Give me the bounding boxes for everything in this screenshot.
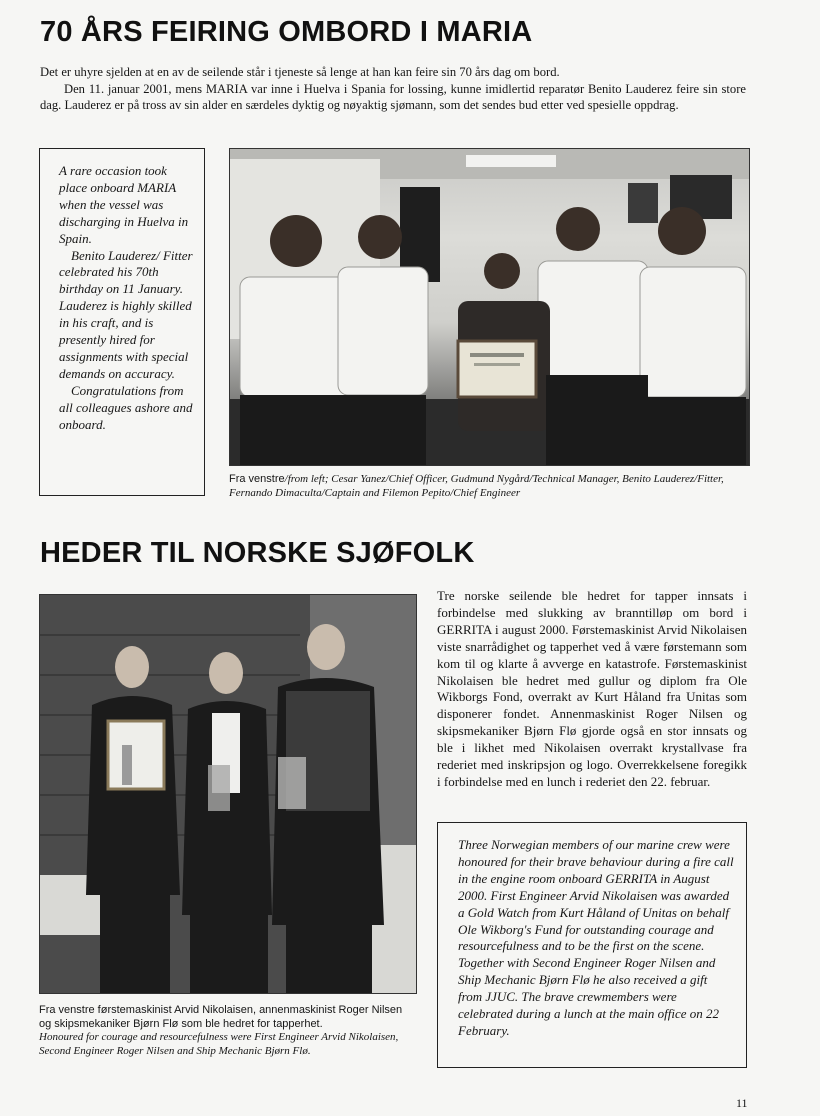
article2-box-paragraph: Three Norwegian members of our marine crew were honoured for their brave behaviour during a fire call in the engine room onboard GERRITA in August 2000. First Engineer Arvid Nikolaisen was awarded a Gold Watch from Kurt Håland of Unitas on behalf Ole Wikborg's Fund for outstanding courage and resourcefulness and to be the first on the scene. Together with Second Engineer Roger Nilsen and Ship Mechanic Bjørn Flø he also received a gift from JJUC. The brave crewmembers were celebrated during a lunch at the main office on 22 February. — [458, 837, 734, 1038]
caption-english: /from left; Cesar Yanez/Chief Officer, Gudmund Nygård/Technical Manager, Benito Lauderez/Fitter, Fernando Dimaculta/Captain and Filemon Pepito/Chief Engineer — [229, 473, 724, 499]
article2-english-box — [437, 822, 747, 1068]
page-number: 11 — [736, 1096, 748, 1110]
article1-box-paragraph: A rare occasion took place onboard MARIA when the vessel was discharging in Huelva in Spain. — [59, 163, 189, 246]
honoured-photo-illustration — [40, 595, 417, 994]
caption-english: Honoured for courage and resourcefulness were First Engineer Arvid Nikolaisen, Second Engineer Roger Nilsen and Ship Mechanic Bjørn Flø. — [39, 1031, 399, 1057]
caption-norwegian: Fra venstre — [229, 473, 285, 485]
article1-photo-caption — [229, 473, 749, 500]
article1-english-box — [39, 148, 205, 496]
article1-intro-paragraph: Det er uhyre sjelden at en av de seilende står i tjeneste så lenge at han kan feire sin 70 års dag om bord. — [40, 65, 560, 79]
honoured-seamen-photo — [39, 594, 417, 994]
article1-intro-paragraph: Den 11. januar 2001, mens MARIA var inne i Huelva i Spania for lossing, kunne imidlertid reparatør Benito Lauderez feire sin store dag. Lauderez er på tross av sin alder en særdeles dyktig og nøyaktig sjømann, som det sendes bud etter ved spesielle oppdrag. — [40, 81, 746, 112]
article1-box-paragraph: Benito Lauderez/ Fitter celebrated his 70th birthday on 11 January. Lauderez is highly skilled in his craft, and is presently hired for assignments with special demands on accuracy. — [59, 247, 193, 381]
article1-intro — [40, 64, 746, 114]
birthday-group-photo — [229, 148, 750, 466]
article1-headline: 70 ÅRS FEIRING OMBORD I MARIA — [40, 16, 533, 48]
birthday-photo-illustration — [230, 149, 750, 466]
article2-headline: HEDER TIL NORSKE SJØFOLK — [40, 537, 475, 569]
article1-box-paragraph: Congratulations from all colleagues ashore and onboard. — [59, 382, 193, 432]
caption-norwegian: Fra venstre førstemaskinist Arvid Nikolaisen, annenmaskinist Roger Nilsen og skipsmekaniker Bjørn Flø som ble hedret for tapperhet. — [39, 1004, 403, 1030]
article2-body-text: Tre norske seilende ble hedret for tapper innsats i forbindelse med slukking av branntilløp om bord i GERRITA i august 2000. Førstemaskinist Arvid Nikolaisen viste snarrådighet og tapperhet ved å være førstemann som kom til og klarte å avverge en katastrofe. Førstemaskinist Nikolaisen ble hedret med gullur og diplom fra Ole Wikborgs Fond, overrakt av Kurt Håland fra Unitas som disponerer fondet. Annenmaskinist Roger Nilsen og skipsmekaniker Bjørn Flø gjorde også en stor innsats og ble i likhet med Nikolaisen overrakt krystallvase fra rederiet med inskripsjon og logo. Overrekkelsene foregikk i forbindelse med en lunch i rederiet den 22. februar. — [437, 588, 747, 789]
article2-photo-caption — [39, 1004, 417, 1058]
